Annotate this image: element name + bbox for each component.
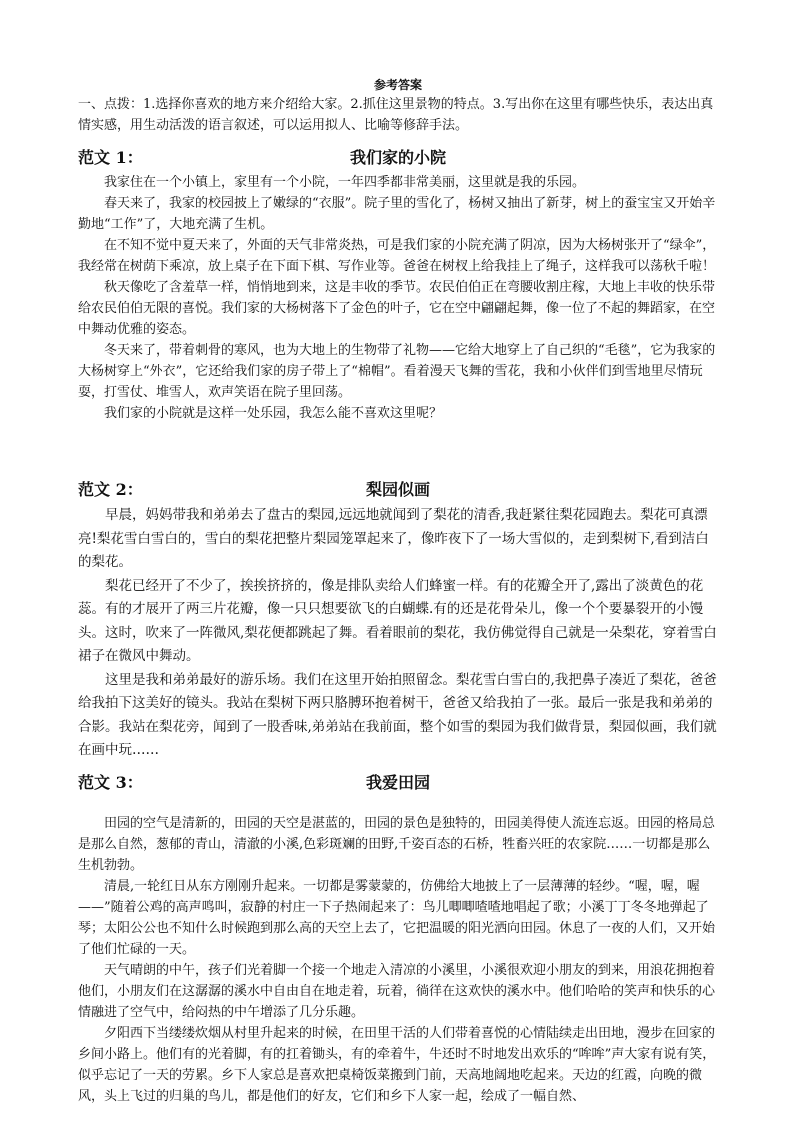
essay-paragraph: 冬天来了，带着刺骨的寒风，也为大地上的生物带了礼物——它给大地穿上了自己织的“毛毯”，它为我家的大杨树穿上“外衣”，它还给我们家的房子带上了“棉帽”。看着漫天飞舞的雪花，我和小伙伴们到雪地里尽情玩耍，打雪仗、堆雪人，欢声笑语在院子里回荡。	[78, 343, 716, 400]
document-page	[78, 76, 718, 1107]
essay-header	[78, 769, 718, 797]
essay-paragraph: 秋天像吃了含羞草一样，悄悄地到来，这是丰收的季节。农民伯伯正在弯腰收割庄稼，大地上丰收的快乐带给农民伯伯无限的喜悦。我们家的大杨树落下了金色的叶子，它在空中翩翩起舞，像一位了不起的舞蹈家，在空中舞动优雅的姿态。	[78, 280, 716, 337]
essay-header	[78, 144, 718, 172]
essay-label: 范文 1：	[78, 148, 143, 167]
essay-1	[78, 144, 718, 424]
essay-title: 我们家的小院	[349, 148, 446, 167]
essay-header	[78, 476, 718, 504]
essay-paragraph: 夕阳西下当缕缕炊烟从村里升起来的时候，在田里干活的人们带着喜悦的心情陆续走出田地，漫步在回家的乡间小路上。他们有的光着脚，有的扛着锄头，有的牵着牛，牛还时不时地发出欢乐的“哞哞”声大家有说有笑，似乎忘记了一天的劳累。乡下人家总是喜欢把桌椅饭菜搬到门前，天高地阔地吃起来。天边的红霞，向晚的微风，头上飞过的归巢的鸟儿，都是他们的好友，它们和乡下人家一起，绘成了一幅自然、	[78, 1025, 716, 1104]
essay-paragraph: 我们家的小院就是这样一处乐园，我怎么能不喜欢这里呢？	[104, 406, 443, 421]
spacer	[78, 424, 718, 476]
essay-paragraph: 在不知不觉中夏天来了，外面的天气非常炎热，可是我们家的小院充满了阴凉，因为大杨树张开了“绿伞”，我经常在树荫下乘凉，放上桌子在下面下棋、写作业等。爸爸在树杈上给我挂上了绳子，这样我可以荡秋千啦！	[78, 238, 716, 274]
essay-paragraph: 我家住在一个小镇上，家里有一个小院，一年四季都非常美丽，这里就是我的乐园。	[104, 175, 586, 190]
essay-paragraph: 天气晴朗的中午，孩子们光着脚一个接一个地走入清凉的小溪里，小溪很欢迎小朋友的到来，用浪花拥抱着他们，小朋友们在这潺潺的溪水中自由自在地走着，玩着，徜徉在这欢快的溪水中。他们哈哈的笑声和快乐的心情融进了空气中，给闷热的中午增添了几分乐趣。	[78, 962, 716, 1020]
essay-2	[78, 476, 718, 763]
essay-paragraph: 早晨，妈妈带我和弟弟去了盘古的梨园,远远地就闻到了梨花的清香,我赶紧往梨花园跑去。梨花可真漂亮!梨花雪白雪白的，雪白的梨花把整片梨园笼罩起来了，像昨夜下了一场大雪似的，走到梨树下,看到洁白的梨花。	[78, 507, 709, 570]
answer-heading: 参考答案	[373, 78, 422, 92]
essay-paragraph: 这里是我和弟弟最好的游乐场。我们在这里开始拍照留念。梨花雪白雪白的,我把鼻子凑近了梨花，爸爸给我拍下这美好的镜头。我站在梨树下两只胳膊环抱着树干，爸爸又给我拍了一张。最后一张是我和弟弟的合影。我站在梨花旁，闻到了一股香味,弟弟站在我前面，整个如雪的梨园为我们做背景，梨园似画，我们就在画中玩……	[78, 671, 717, 758]
guidance-paragraph: 一、点拨：1.选择你喜欢的地方来介绍给大家。2.抓住这里景物的特点。3.写出你在这里有哪些快乐，表达出真情实感，用生动活泼的语言叙述，可以运用拟人、比喻等修辞手法。	[78, 97, 714, 133]
essay-paragraph: 田园的空气是清新的，田园的天空是湛蓝的，田园的景色是独特的，田园美得使人流连忘返。田园的格局总是那么自然，葱郁的青山，清澈的小溪,色彩斑斓的田野,千姿百态的石桥，牲畜兴旺的农家院……一切都是那么生机勃勃。	[78, 815, 716, 873]
essay-label: 范文 3：	[78, 772, 143, 792]
essay-paragraph: 清晨,一轮红日从东方刚刚升起来。一切都是雾蒙蒙的，仿佛给大地披上了一层薄薄的轻纱。“喔，喔，喔——”随着公鸡的高声鸣叫，寂静的村庄一下子热闹起来了：鸟儿唧唧喳喳地唱起了歌；小溪丁丁冬冬地弹起了琴；太阳公公也不知什么时候跑到那么高的天空上去了，它把温暖的阳光洒向田园。休息了一夜的人们，又开始了他们忙碌的一天。	[78, 878, 716, 957]
essay-paragraph: 梨花已经开了不少了，挨挨挤挤的，像是排队卖给人们蜂蜜一样。有的花瓣全开了,露出了淡黄色的花蕊。有的才展开了两三片花瓣，像一只只想要欲飞的白蝴蝶.有的还是花骨朵儿，像一个个要暴裂开的小馒头。这时，吹来了一阵微风,梨花便都跳起了舞。看着眼前的梨花，我仿佛觉得自己就是一朵梨花，穿着雪白裙子在微风中舞动。	[78, 577, 717, 664]
essay-title: 我爱田园	[365, 772, 430, 792]
essay-paragraph: 春天来了，我家的校园披上了嫩绿的“衣服”。院子里的雪化了，杨树又抽出了新芽，树上的蚕宝宝又开始辛勤地“工作”了，大地充满了生机。	[78, 196, 716, 232]
spacer	[78, 797, 718, 813]
essay-label: 范文 2：	[78, 480, 143, 499]
essay-title: 梨园似画	[365, 480, 430, 499]
essay-3	[78, 769, 718, 1107]
